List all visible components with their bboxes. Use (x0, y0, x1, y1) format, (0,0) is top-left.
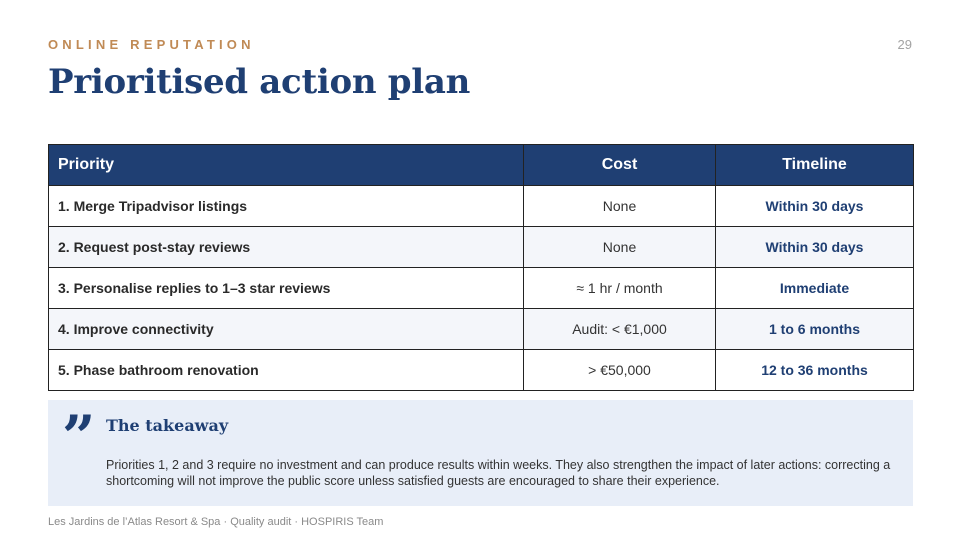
table-row (49, 309, 914, 350)
page-number: 29 (897, 37, 912, 52)
cost-cell: Audit: < €1,000 (524, 309, 716, 350)
column-header-priority: Priority (49, 145, 524, 186)
priority-cell: 4. Improve connectivity (49, 309, 524, 350)
timeline-cell: 1 to 6 months (716, 309, 914, 350)
cost-cell: None (524, 227, 716, 268)
eyebrow-label: ONLINE REPUTATION (48, 37, 255, 52)
table-header-row (49, 145, 914, 186)
table-row (49, 350, 914, 391)
column-header-timeline: Timeline (716, 145, 914, 186)
footer-credit: Les Jardins de l’Atlas Resort & Spa · Quality audit · HOSPIRIS Team (48, 516, 384, 528)
priority-cell: 5. Phase bathroom renovation (49, 350, 524, 391)
priority-cell: 1. Merge Tripadvisor listings (49, 186, 524, 227)
table-row (49, 227, 914, 268)
timeline-cell: Immediate (716, 268, 914, 309)
timeline-cell: Within 30 days (716, 186, 914, 227)
takeaway-title: The takeaway (106, 416, 229, 435)
cost-cell: ≈ 1 hr / month (524, 268, 716, 309)
priority-cell: 3. Personalise replies to 1–3 star reviews (49, 268, 524, 309)
timeline-cell: 12 to 36 months (716, 350, 914, 391)
cost-cell: None (524, 186, 716, 227)
quote-icon: ” (62, 403, 96, 471)
page-title: Prioritised action plan (48, 62, 471, 102)
column-header-cost: Cost (524, 145, 716, 186)
table-row (49, 268, 914, 309)
timeline-cell: Within 30 days (716, 227, 914, 268)
priority-cell: 2. Request post-stay reviews (49, 227, 524, 268)
cost-cell: > €50,000 (524, 350, 716, 391)
takeaway-callout (48, 400, 913, 506)
action-plan-table (48, 144, 914, 391)
takeaway-body: Priorities 1, 2 and 3 require no investment and can produce results within weeks. They also strengthen the impact of later actions: correcting a shortcoming will not improve the public score unless satisfied guests are encouraged to share their experience. (106, 458, 891, 488)
table-row (49, 186, 914, 227)
